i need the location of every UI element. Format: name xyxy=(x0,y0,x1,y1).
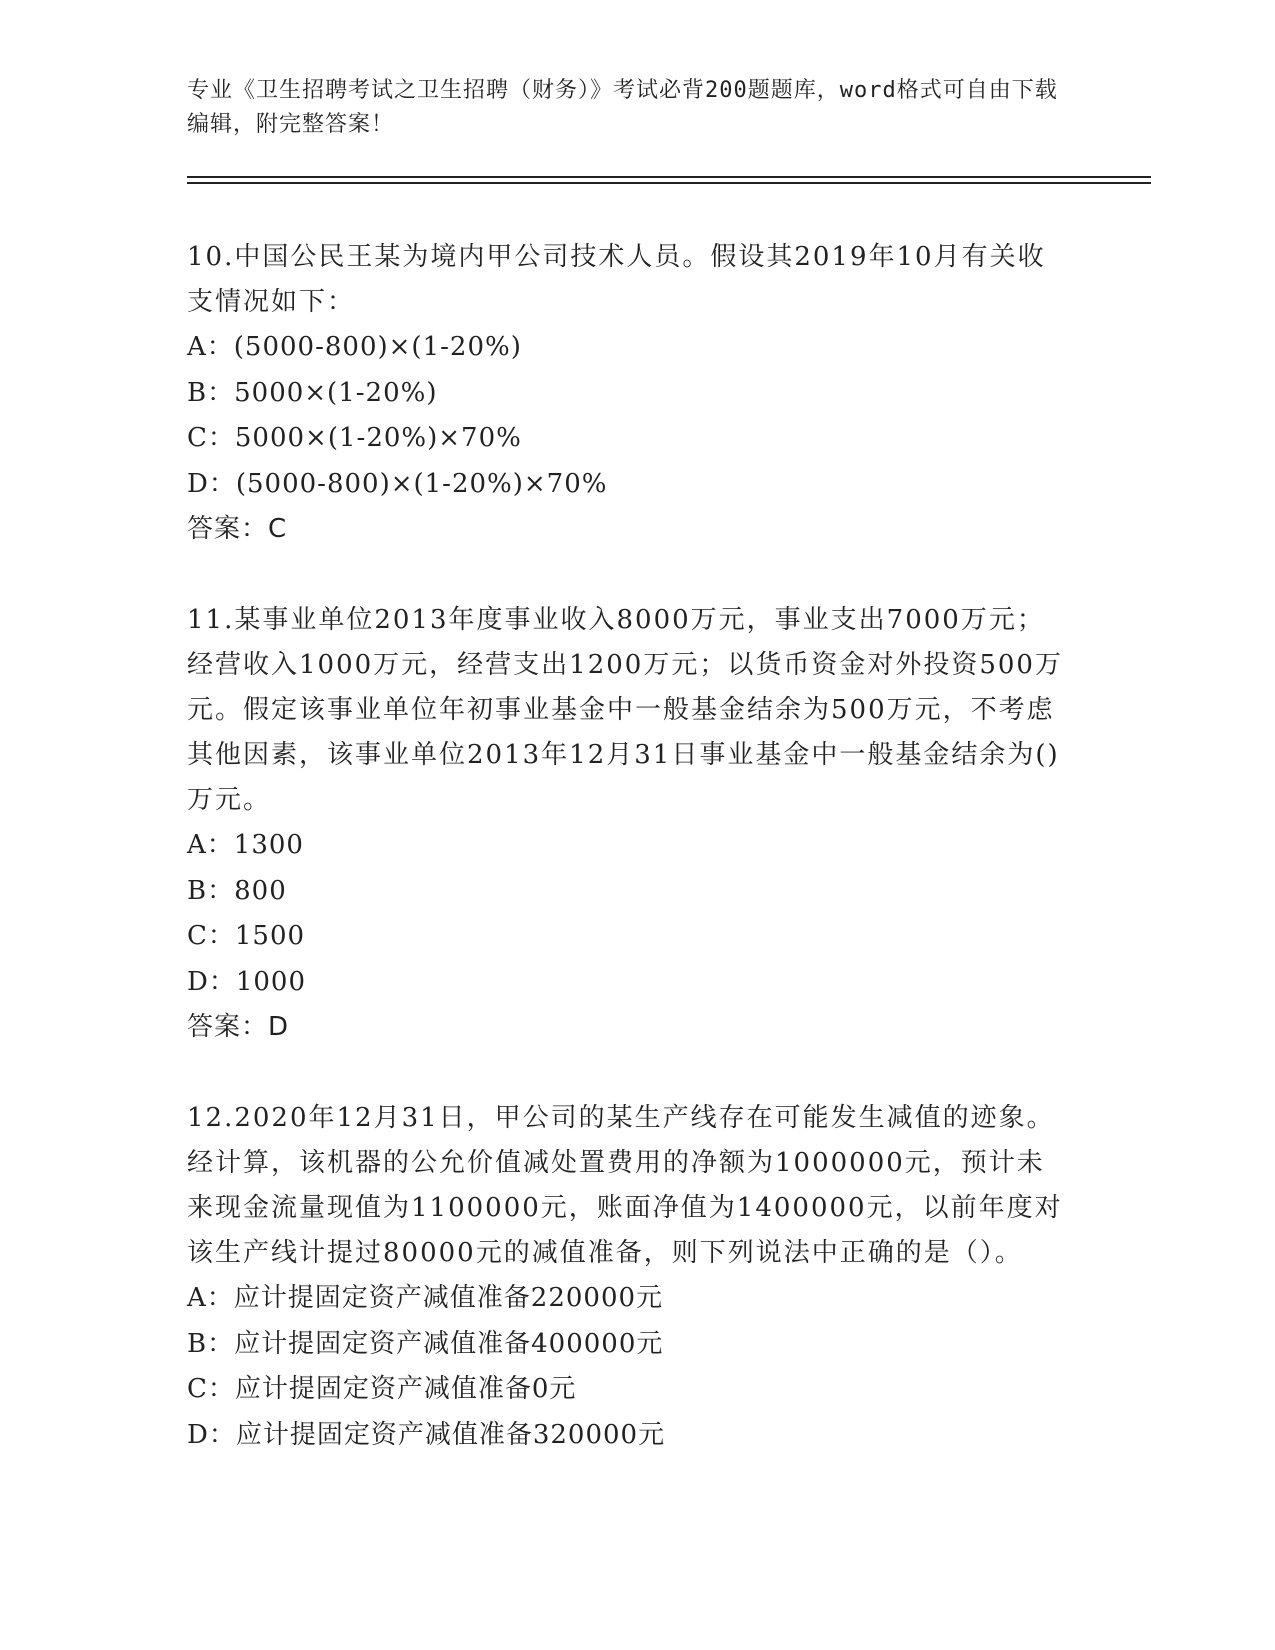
option-c: C：应计提固定资产减值准备0元 xyxy=(187,1374,577,1404)
option-a: A：1300 xyxy=(187,830,304,860)
header-divider-bottom xyxy=(187,182,1151,184)
question-text: 10.中国公民王某为境内甲公司技术人员。假设其2019年10月有关收支情况如下： xyxy=(187,242,1046,317)
header-divider-top xyxy=(187,176,1151,178)
question-text: 11.某事业单位2013年度事业收入8000万元，事业支出7000万元；经营收入1000万元，经营支出1200万元；以货币资金对外投资500万元。假定该事业单位年初事业基金中一般基金结余为500万元，不考虑其他因素，该事业单位2013年12月31日事业基金中一般基金结余为()万元。 xyxy=(187,605,1063,815)
question-list xyxy=(187,235,1067,1504)
question-11 xyxy=(187,598,1067,1050)
question-10 xyxy=(187,235,1067,552)
option-d: D：1000 xyxy=(187,966,307,997)
option-b: B：5000×(1-20%) xyxy=(187,377,438,408)
option-d: D：(5000-800)×(1-20%)×70% xyxy=(187,468,608,499)
answer-label: 答案：D xyxy=(187,1012,290,1042)
question-text: 12.2020年12月31日，甲公司的某生产线存在可能发生减值的迹象。经计算，该机器的公允价值减处置费用的净额为1000000元，预计未来现金流量现值为1100000元，账面净值为1400000元，以前年度对该生产线计提过80000元的减值准备，则下列说法中正确的是（）。 xyxy=(187,1103,1063,1268)
option-a: A：(5000-800)×(1-20%) xyxy=(187,332,522,362)
option-b: B：800 xyxy=(187,875,287,906)
option-a: A：应计提固定资产减值准备220000元 xyxy=(187,1283,664,1313)
option-d: D：应计提固定资产减值准备320000元 xyxy=(187,1419,666,1450)
document-header: 专业《卫生招聘考试之卫生招聘（财务）》考试必背200题题库，word格式可自由下载编辑，附完整答案！ xyxy=(187,78,1058,137)
question-12 xyxy=(187,1096,1067,1458)
answer-label: 答案：C xyxy=(187,514,288,544)
option-c: C：1500 xyxy=(187,921,306,951)
option-b: B：应计提固定资产减值准备400000元 xyxy=(187,1328,664,1359)
option-c: C：5000×(1-20%)×70% xyxy=(187,423,522,453)
